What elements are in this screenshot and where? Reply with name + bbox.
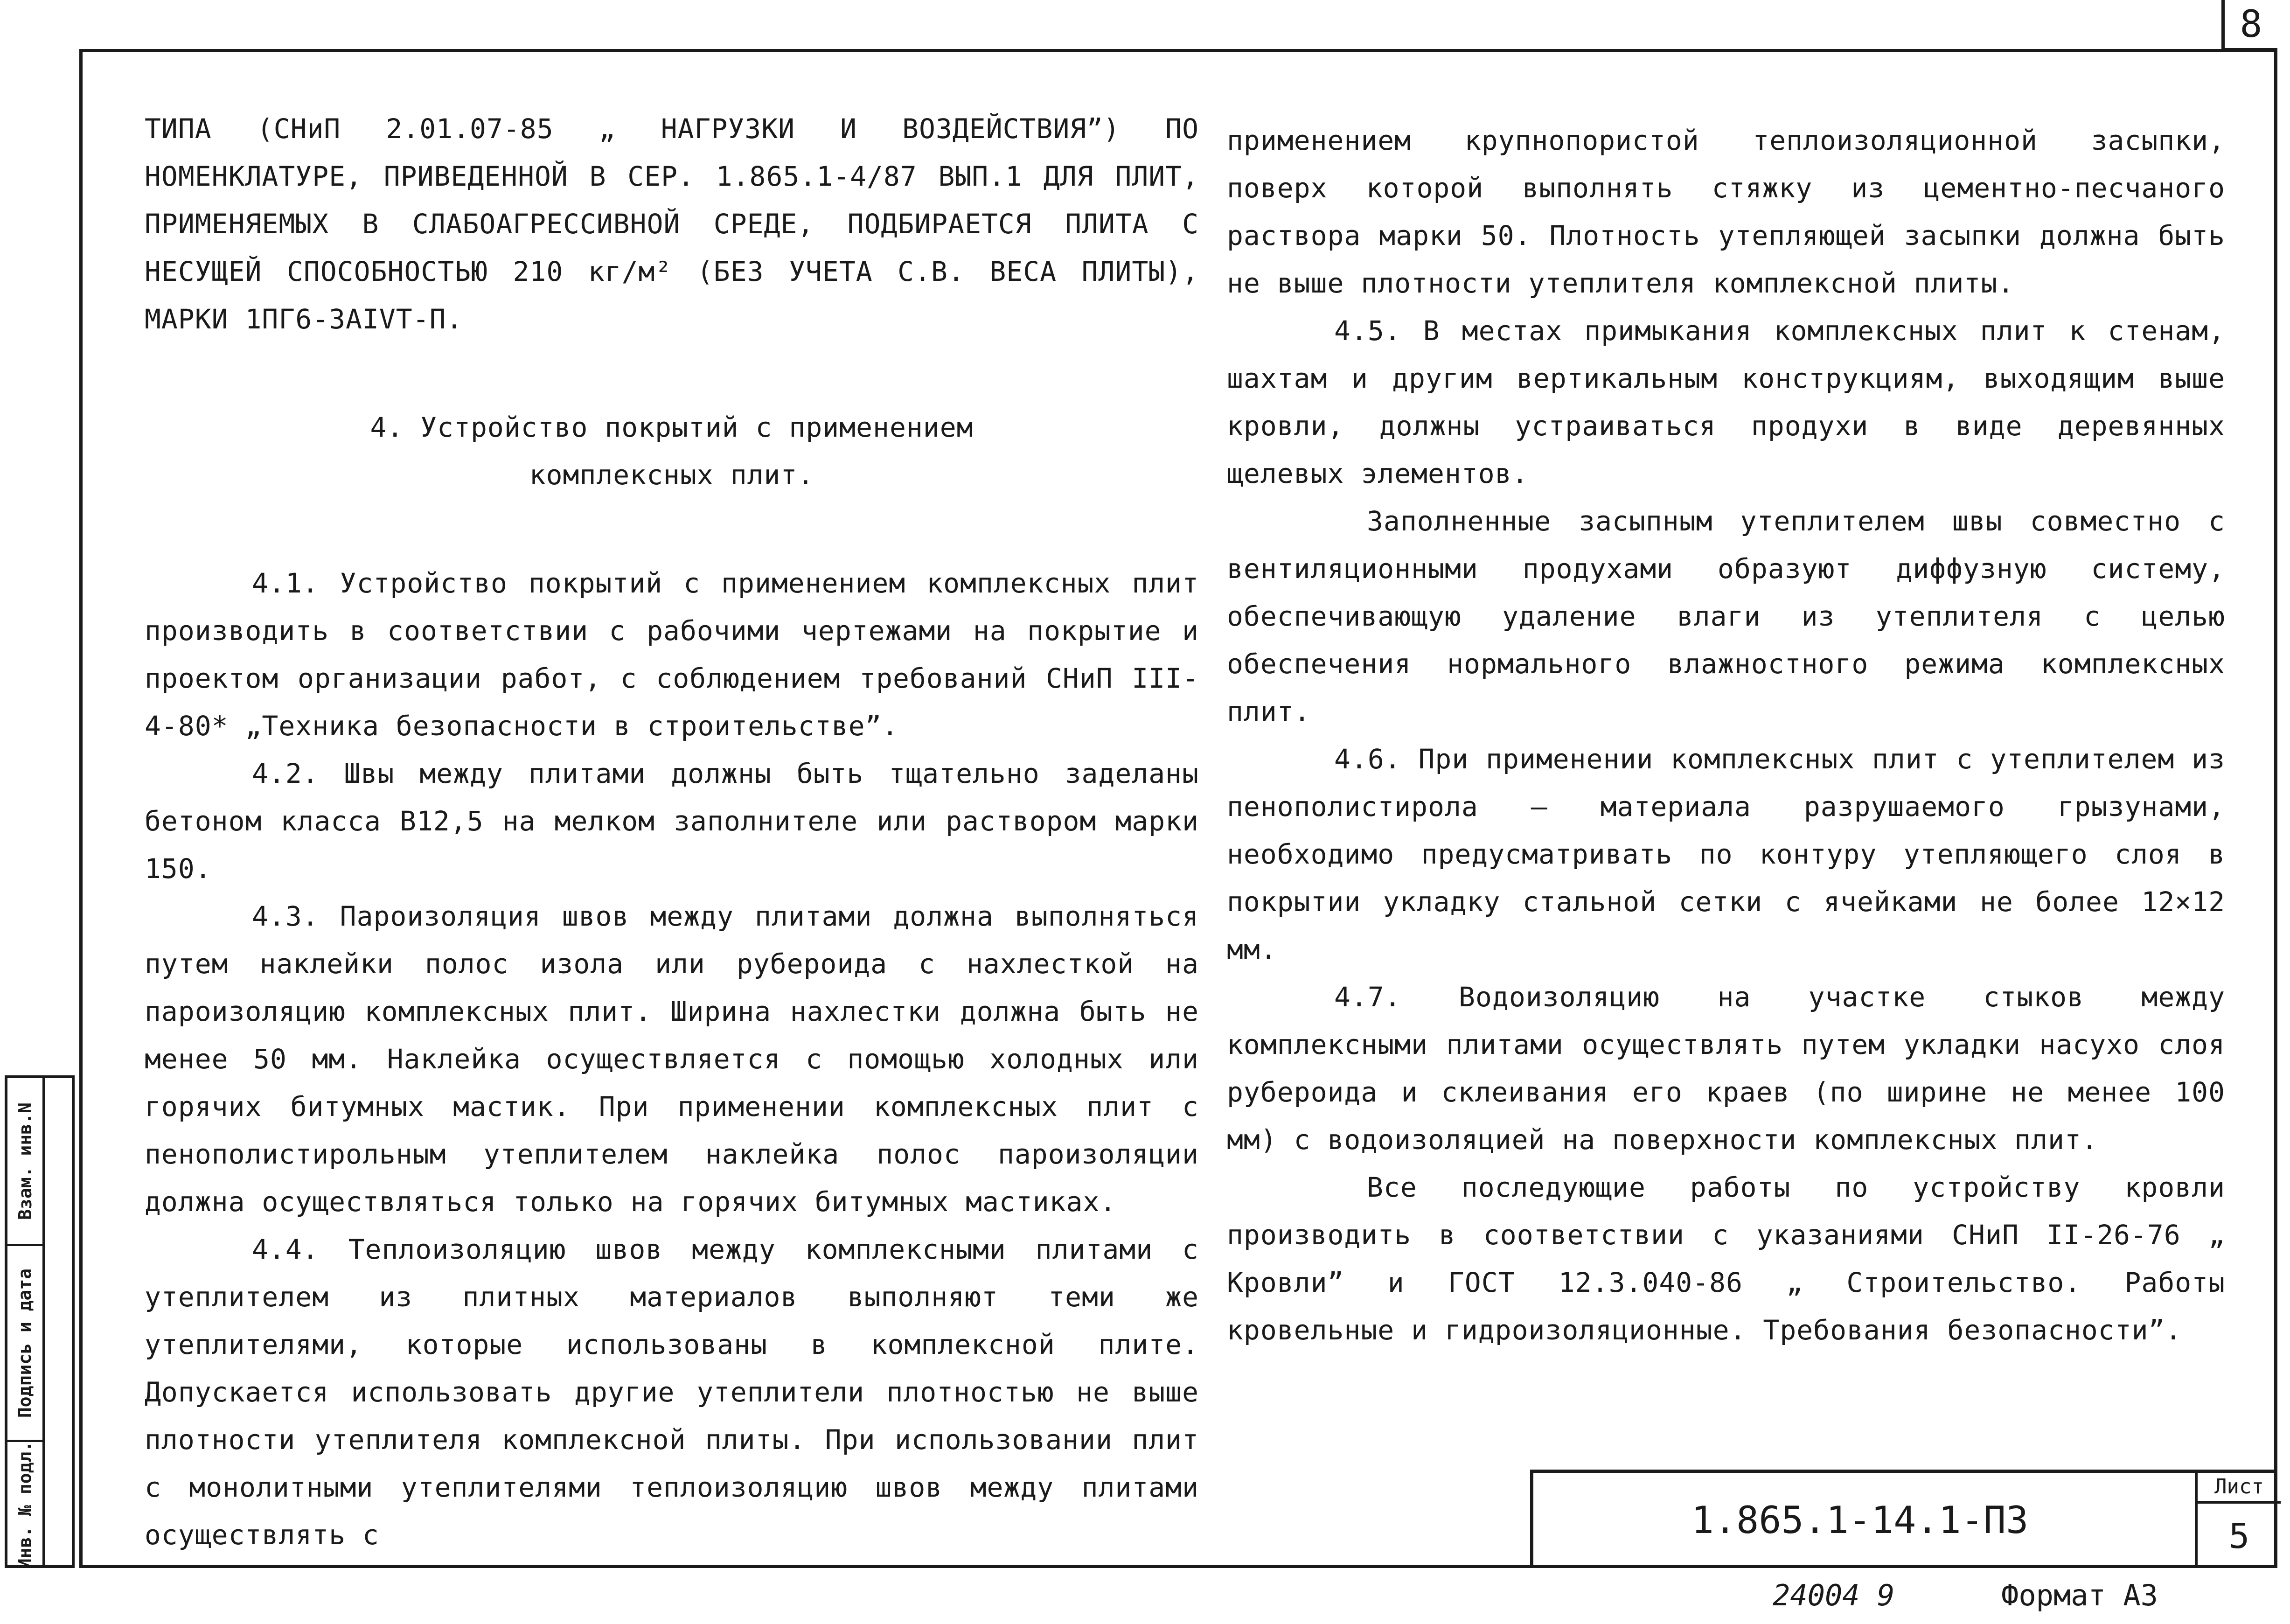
sheet-label: Лист [2198,1473,2281,1504]
inventory-number: 24004 9 [1773,1578,1895,1612]
side-cell-replaced-inventory [7,1078,42,1246]
side-cell-inventory-number [7,1442,42,1568]
title-block [1530,1470,2277,1568]
side-stamp-strip [5,1075,75,1568]
sheet-box [2195,1473,2281,1568]
side-divider [42,1078,45,1565]
section-heading: 4. Устройство покрытий с применением комплексных плит. [370,411,974,491]
paragraph: применением крупнопористой теплоизоляционной засыпки, поверх которой выполнять стяжку из цементно-песчаного раствора марки 50. Плотность утепляющей засыпки должна быть не выше плотности утеплителя комплексной плиты. [1227,125,2225,299]
sheet-number: 5 [2228,1516,2250,1556]
side-cell-signature-date [7,1246,42,1442]
paragraph-4-5: 4.5. В местах примыкания комплексных плит к стенам, шахтам и другим вертикальным конструкциям, выходящим выше кровли, должны устраиваться продухи в виде деревянных щелевых элементов. [1227,315,2225,489]
format-label: Формат А3 [2001,1578,2158,1612]
side-label: Инв. № подл. [14,1441,35,1569]
paragraph-4-7: 4.7. Водоизоляцию на участке стыков между комплексными плитами осуществлять путем укладки насухо слоя рубероида и склеивания его краев (по ширине не менее 100 мм) с водоизоляцией на поверхности комплексных плит. [1227,981,2225,1156]
document-code: 1.865.1-14.1-П3 [1691,1499,2029,1542]
corner-page-number: 8 [2221,0,2277,51]
paragraph: Все последующие работы по устройству кровли производить в соответствии с указаниями СНиП II-26-76 „ Кровли” и ГОСТ 12.3.040-86 „ Строительство. Работы кровельные и гидроизоляционные. Требования безопасности”. [1227,1171,2225,1346]
side-label: Подпись и дата [14,1268,35,1418]
side-label: Взам. инв.N [14,1102,35,1220]
paragraph-4-3: 4.3. Пароизоляция швов между плитами должна выполняться путем наклейки полос изола или рубероида с нахлесткой на пароизоляцию комплексных плит. Ширина нахлестки должна быть не менее 50 мм. Наклейка осуществляется с помощью холодных или горячих битумных мастик. При применении комплексных плит с пенополистирольным утеплителем наклейка полос пароизоляции должна осуществляться только на горячих битумных мастиках. [145,900,1199,1218]
paragraph-4-6: 4.6. При применении комплексных плит с утеплителем из пенополистирола — материала разрушаемого грызунами, необходимо предусматривать по контуру утепляющего слоя в покрытии укладку стальной сетки с ячейками не более 12×12 мм. [1227,743,2225,965]
paragraph: ТИПА (СНиП 2.01.07-85 „ НАГРУЗКИ И ВОЗДЕЙСТВИЯ”) ПО НОМЕНКЛАТУРЕ, ПРИВЕДЕННОЙ В СЕР. 1.865.1-4/87 ВЫП.1 ДЛЯ ПЛИТ, ПРИМЕНЯЕМЫХ В СЛАБОАГРЕССИВНОЙ СРЕДЕ, ПОДБИРАЕТСЯ ПЛИТА С НЕСУЩЕЙ СПОСОБНОСТЬЮ 210 кг/м² (БЕЗ УЧЕТА С.В. ВЕСА ПЛИТЫ), МАРКИ 1ПГ6-3АIVТ-П. [145,113,1199,335]
paragraph-4-4: 4.4. Теплоизоляцию швов между комплексными плитами с утеплителем из плитных материалов выполняют теми же утеплителями, которые использованы в комплексной плите. Допускается использовать другие утеплители плотностью не выше плотности утеплителя комплексной плиты. При использовании плит с монолитными утеплителями теплоизоляцию швов между плитами осуществлять с [145,1234,1199,1551]
text-column-right [1227,117,2225,1354]
paragraph-4-1: 4.1. Устройство покрытий с применением комплексных плит производить в соответствии с рабочими чертежами на покрытие и проектом организации работ, с соблюдением требований СНиП III-4-80* „Техника безопасности в строительстве”. [145,567,1199,742]
paragraph: Заполненные засыпным утеплителем швы совместно с вентиляционными продухами образуют диффузную систему, обеспечивающую удаление влаги из утеплителя с целью обеспечения нормального влажностного режима комплексных плит. [1227,505,2225,727]
paragraph-4-2: 4.2. Швы между плитами должны быть тщательно заделаны бетоном класса В12,5 на мелком заполнителе или раствором марки 150. [145,758,1199,885]
text-column-left [145,105,1199,1559]
